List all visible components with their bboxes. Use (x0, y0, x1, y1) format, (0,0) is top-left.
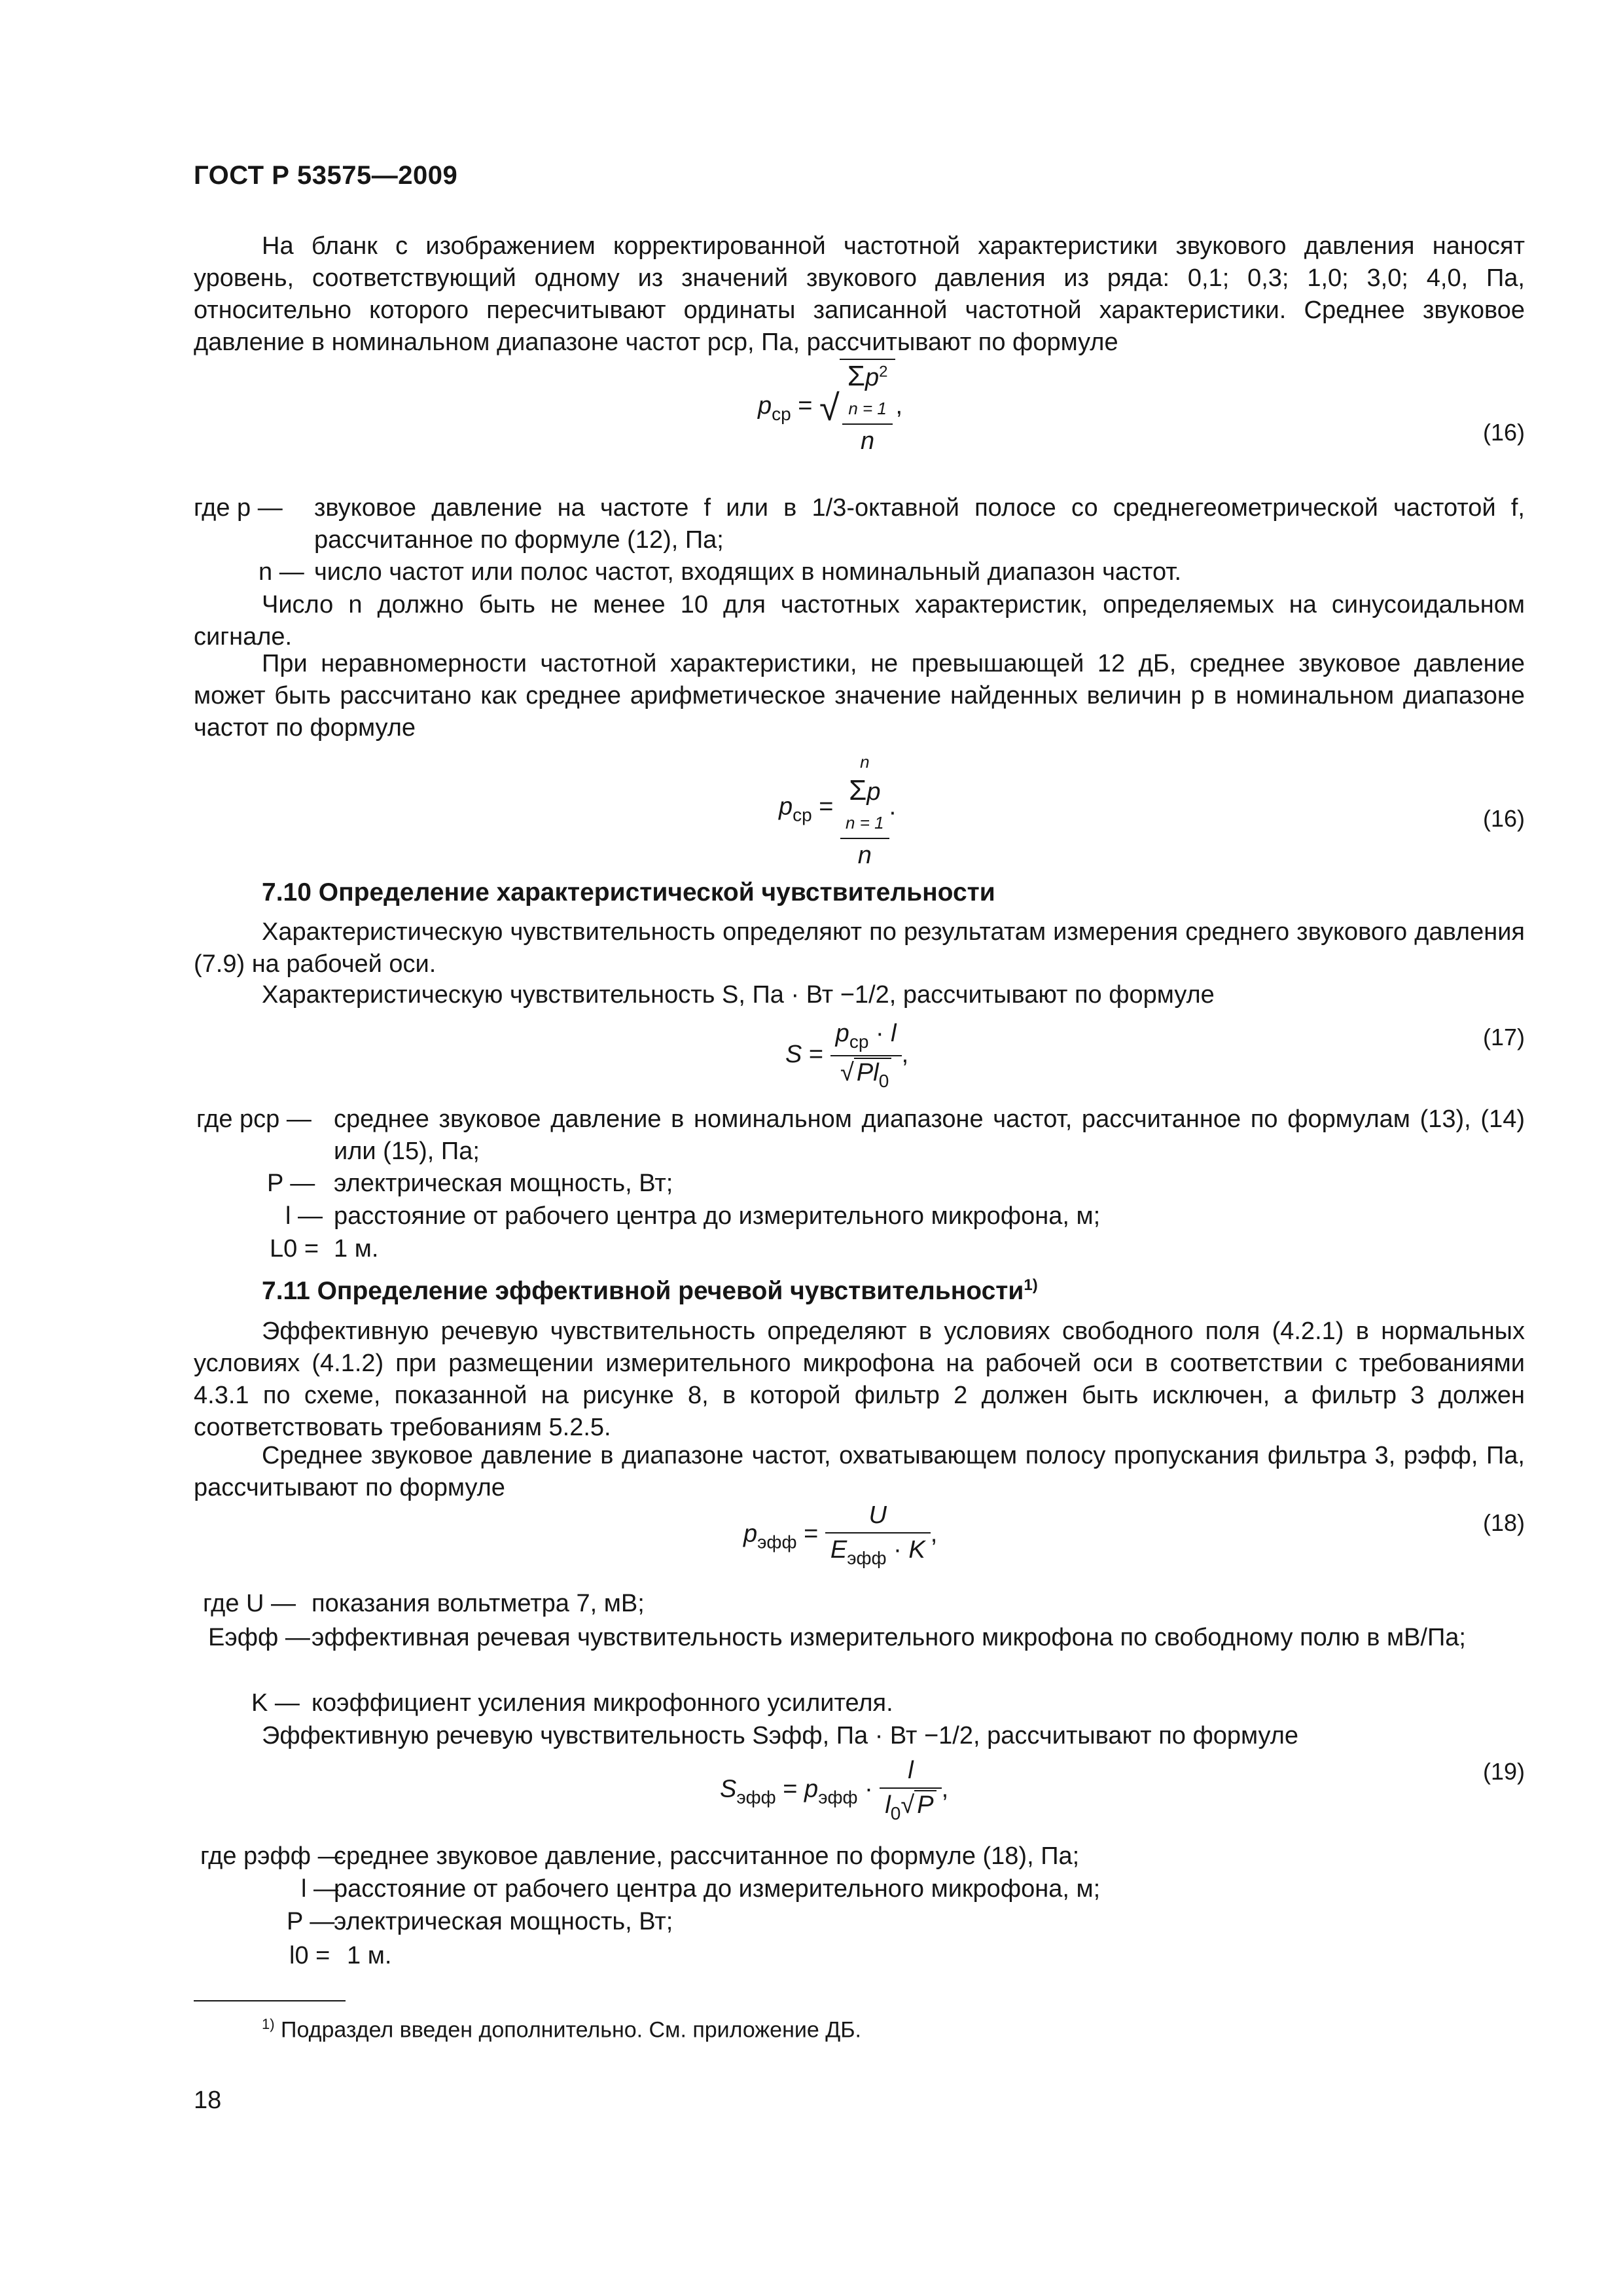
footnote-separator (194, 2000, 346, 2001)
formula-18: $p_{эфф}$ = $\frac{U}{E_{эфф} \cdot K}$ , (743, 1501, 938, 1568)
legend-value: 1 м. (347, 1942, 392, 1969)
legend-value: расстояние от рабочего центра до измерительного микрофона, м; (334, 1875, 1101, 1903)
legend-key: P — (287, 1908, 335, 1935)
paragraph-1: На бланк с изображением корректированной частотной характеристики звукового давления наносят уровень, соответствующий одному из значений звукового давления из ряда: 0,1; 0,3; 1,0; 3,0; 4,0, Па, относительно которого пересчитывают ординаты записанной частотной характеристики. Среднее звуковое давление в номинальном диапазоне частот pср, Па, рассчитывают по формуле (194, 232, 1525, 356)
footnote (262, 2016, 861, 2043)
legend-value: среднее звуковое давление в номинальном диапазоне частот, рассчитанное по формулам (13), (14) или (15), Па; (334, 1105, 1525, 1165)
legend-key: где p — (194, 494, 283, 522)
section-heading-7-11: 7.11 Определение эффективной речевой чувствительности$^{1)}$ (262, 1276, 1038, 1305)
equation-number-16a: (16) (1482, 419, 1525, 446)
legend-value: показания вольтметра 7, мВ; (312, 1590, 645, 1617)
legend-value: 1 м. (334, 1235, 379, 1263)
legend-key: l — (301, 1875, 338, 1903)
legend-key: P — (267, 1170, 315, 1197)
legend-value: расстояние от рабочего центра до измерительного микрофона, м; (334, 1202, 1101, 1230)
document-header: ГОСТ Р 53575—2009 (194, 161, 458, 190)
legend-value: эффективная речевая чувствительность измерительного микрофона по свободному полю в мВ/Па; (312, 1624, 1466, 1651)
paragraph-7: Среднее звуковое давление в диапазоне частот, охватывающем полосу пропускания фильтра 3, pэфф, Па, рассчитывают по формуле (194, 1442, 1525, 1501)
legend-key: l0 = (289, 1942, 330, 1969)
equation-number-19: (19) (1482, 1758, 1525, 1785)
footnote-text: Подраздел введен дополнительно. См. приложение ДБ. (281, 2017, 861, 2043)
legend-key: где pэфф — (200, 1842, 343, 1870)
paragraph-3: При неравномерности частотной характеристики, не превышающей 12 дБ, среднее звуковое давление может быть рассчитано как среднее арифметическое значение найденных величин p в номинальном диапазоне частот по формуле (194, 650, 1525, 742)
paragraph-4: Характеристическую чувствительность определяют по результатам измерения среднего звукового давления (7.9) на рабочей оси. (194, 918, 1525, 978)
legend-key: K — (251, 1689, 300, 1717)
page-number: 18 (194, 2087, 222, 2114)
equation-number-16b: (16) (1482, 805, 1525, 832)
equation-number-17: (17) (1482, 1024, 1525, 1050)
footnote-mark: 1) (1024, 1276, 1038, 1294)
formula-16b: $p_{ср}$ = n Σp n = 1 n . (779, 752, 897, 869)
formula-17: S = $\frac{p_{ср} \cdot l}{√ Pl_0}$ , (785, 1020, 909, 1091)
legend-key: l — (285, 1202, 323, 1230)
legend-key: где pср — (196, 1105, 312, 1133)
equation-number-18: (18) (1482, 1509, 1525, 1536)
legend-value: электрическая мощность, Вт; (334, 1170, 673, 1197)
legend-key: где U — (203, 1590, 296, 1617)
paragraph-8: Эффективную речевую чувствительность Sэфф, Па · Вт −1/2, рассчитывают по формуле (262, 1722, 1299, 1749)
paragraph-2: Число n должно быть не менее 10 для частотных характеристик, определяемых на синусоидальном сигнале. (194, 591, 1525, 651)
legend-value: число частот или полос частот, входящих в номинальный диапазон частот. (314, 558, 1182, 586)
formula-19: $S_{эфф} = p_{эфф}$ · $\frac{l}{l_0√ P}$ , (720, 1757, 949, 1823)
section-heading-7-10: 7.10 Определение характеристической чувствительности (262, 878, 995, 906)
legend-value: звуковое давление на частоте f или в 1/3-октавной полосе со среднегеометрической частотой f, рассчитанное по формуле (12), Па; (314, 494, 1525, 554)
legend-key: L0 = (270, 1235, 319, 1263)
paragraph-5: Характеристическую чувствительность S, Па · Вт −1/2, рассчитывают по формуле (262, 981, 1215, 1009)
formula-16a: $p_{ср}$ = √ $\Sigma p^2$ n = 1 n , (758, 360, 903, 455)
legend-value: коэффициент усиления микрофонного усилителя. (312, 1689, 893, 1717)
footnote-marker: 1) (262, 2016, 275, 2032)
paragraph-6: Эффективную речевую чувствительность определяют в условиях свободного поля (4.2.1) в нормальных условиях (4.1.2) при размещении измерительного микрофона на рабочей оси в соответствии с требованиями 4.3.1 по схеме, показанной на рисунке 8, в которой фильтр 2 должен быть исключен, а фильтр 3 должен соответствовать требованиям 5.2.5. (194, 1318, 1525, 1441)
legend-key: Eэфф — (208, 1624, 310, 1651)
legend-value: электрическая мощность, Вт; (334, 1908, 673, 1935)
legend-key: n — (259, 558, 304, 586)
legend-value: среднее звуковое давление, рассчитанное по формуле (18), Па; (334, 1842, 1080, 1870)
